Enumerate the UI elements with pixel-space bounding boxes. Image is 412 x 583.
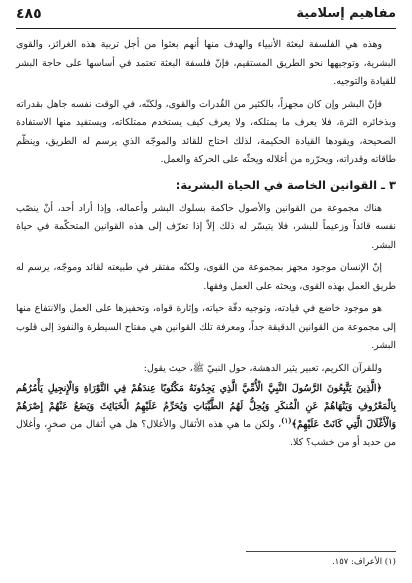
- paragraph: هناك مجموعة من القوانين والأصول حاكمة بسلوك البشر وأعماله، وإذا أراد أحد، أنْ ينصّب نفسه قائداً وزعيماً للبشر، فلا يتيسّر له ذلك إلاّ إذا تعرّف إلى هذه القوانين المتحكّمة في حياة البشر.: [16, 202, 396, 251]
- running-title: مفاهيم إسلامية: [296, 6, 396, 21]
- paragraph: هو موجود خاضع في قيادته، وتوجيه دفّة حياته، وإثارة قواه، وتحفيزها على العمل والانتفاع منها إلى مجموعة من القوانين الدقيقة جداً، ومعرفة تلك القوانين هي مفتاح السيطرة والنفوذ إلى قلوب البشر.: [16, 303, 396, 351]
- verse-continuation: ، ولكن ما هي هذه الأثقال والأغلال؟ هل هي أثقال من صخرٍ، وأغلال من حديد أو من خشب؟ كلا.: [16, 419, 396, 448]
- section-heading: ٣ ـ القوانين الخاصة في الحياة البشرية:: [175, 177, 396, 192]
- paragraph: فإنّ البشر وإن كان مجهزاً، بالكثير من القُدرات والقوى، ولكنّه، في الوقت نفسه جاهل بقدراته وبذخائره الثرة، فلا يعرف ما يمتلكه، ولا يعرف كيف يستخدم ممتلكاته، ويستفيد منها الاستفادة الصحيحة، ويقودها القيادة الحكيمة، لذلك احتاج للقائد والموجّه الذي يرسم له الطريق، وينظّم طاقاته وقدراته، ويحرّره من أغلاله ويحثّه على الحركة والعمل.: [16, 98, 396, 165]
- page-header: [16, 6, 396, 28]
- page-body: [16, 36, 396, 456]
- quran-verse-block: [16, 380, 396, 452]
- page-number: ٤٨٥: [16, 6, 42, 22]
- paragraph: وللقرآن الكريم، تعبير يثير الدهشة، حول النبيّ ﷺ، حيث يقول:: [143, 362, 382, 374]
- paragraph: إنّ الإنسان موجود مجهز بمجموعة من القوى، ولكنّه مفتقر في طبيعته لقائد وموجّه، يرسم له طريق العمل بهذه القوى، ويحثه على العمل وفقها.: [16, 262, 396, 292]
- footnote-marker: (١): [281, 415, 292, 425]
- header-rule: [16, 28, 396, 29]
- paragraph: وهذه هي الفلسفة لبعثة الأنبياء والهدف منها أنهم بعثوا من أجل تربية هذه الغرائز، والقوى البشرية، وتوجيهها نحو الطريق المستقيم، فإنّ فلسفة البعثة تعتمد في أساسها على حاجة البشر للقيادة والتوجيه.: [16, 39, 396, 87]
- footnote-rule: [246, 551, 396, 552]
- quran-verse: ﴿الَّذِينَ يَتَّبِعُونَ الرَّسُولَ النَّبِيَّ الْأُمِّيَّ الَّذِي يَجِدُونَهُ مَكْتُوبًا عِندَهُمْ فِي التَّوْرَاةِ وَالْإِنجِيلِ يَأْمُرُهُم بِالْمَعْرُوفِ وَيَنْهَاهُمْ عَنِ الْمُنكَرِ وَيُحِلُّ لَهُمُ الطَّيِّبَاتِ وَيُحَرِّمُ عَلَيْهِمُ الْخَبَائِثَ وَيَضَعُ عَنْهُمْ إِصْرَهُمْ وَالْأَغْلَالَ الَّتِي كَانَتْ عَلَيْهِمْ﴾: [16, 383, 396, 430]
- footnote: (١) الأعراف: ١٥٧.: [331, 557, 396, 567]
